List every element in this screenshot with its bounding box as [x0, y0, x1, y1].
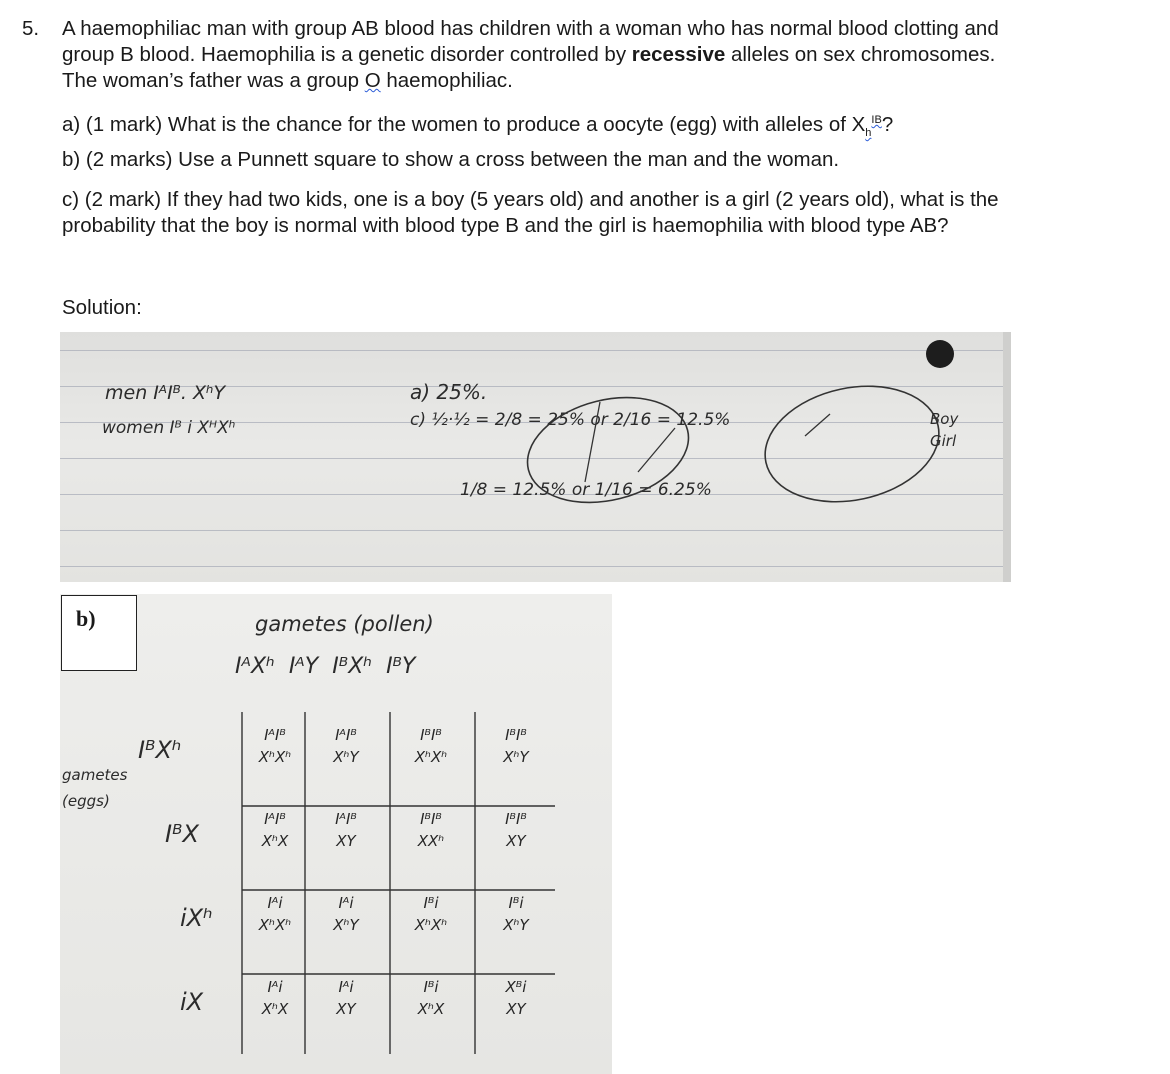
punnett-cell: [245, 724, 305, 768]
punnett-row-label: IᴮXʰ: [138, 736, 182, 764]
question-number: 5.: [22, 17, 40, 40]
punnett-row-label: IᴮX: [165, 820, 199, 848]
part-b-question: b) (2 marks) Use a Punnett square to show a cross between the man and the woman.: [62, 148, 840, 171]
part-b-label-box: b): [61, 595, 137, 671]
punnett-cell: [390, 976, 472, 1020]
punnett-cell-sex: XY: [336, 1000, 356, 1018]
intro-line-1: A haemophiliac man with group AB blood has children with a woman who has normal blood clotting and: [62, 17, 999, 40]
punnett-cell-sex: XʰY: [503, 748, 529, 766]
punnett-header: gametes (pollen): [255, 612, 434, 636]
punnett-cell: [475, 892, 557, 936]
punnett-cell-abo: Iᴮi: [423, 894, 439, 912]
punnett-side-label: gametes (eggs): [62, 766, 128, 810]
punnett-cell: [390, 724, 472, 768]
punnett-cell: [475, 976, 557, 1020]
punnett-cell-abo: Iᴬi: [338, 894, 354, 912]
punnett-cell-abo: IᴮIᴮ: [505, 726, 527, 744]
punnett-cell-abo: Iᴮi: [508, 894, 524, 912]
punnett-row-label: iXʰ: [180, 904, 213, 932]
punnett-cell-abo: Iᴬi: [267, 978, 283, 996]
punnett-cell-sex: XʰXʰ: [414, 916, 448, 934]
punnett-cell-sex: XʰXʰ: [414, 748, 448, 766]
hand-label-girl: Girl: [930, 432, 957, 450]
punnett-cell-sex: XʰY: [503, 916, 529, 934]
punnett-cell-abo: Iᴮi: [423, 978, 439, 996]
punnett-cell-sex: XʰX: [417, 1000, 445, 1018]
punnett-cell-abo: IᴬIᴮ: [335, 810, 357, 828]
punnett-cell: [245, 976, 305, 1020]
punnett-cell-abo: IᴬIᴮ: [264, 726, 286, 744]
punnett-cell-sex: XʰXʰ: [258, 748, 292, 766]
punnett-cell-sex: XY: [506, 832, 526, 850]
hand-answer-a: a) 25%.: [410, 380, 488, 404]
punnett-cell-sex: XY: [336, 832, 356, 850]
punnett-cell: [305, 724, 387, 768]
hand-women-genotype: women Iᴮ i XᴴXʰ: [102, 418, 236, 438]
punnett-cell-abo: IᴮIᴮ: [420, 726, 442, 744]
punnett-cell: [475, 724, 557, 768]
punnett-cell-sex: XʰX: [261, 1000, 289, 1018]
punnett-cell: [475, 808, 557, 852]
punnett-cell-abo: Iᴬi: [338, 978, 354, 996]
intro-line-3: The woman’s father was a group O haemophiliac.: [62, 69, 513, 92]
punnett-cell-sex: XʰY: [333, 916, 359, 934]
blood-type-o: O: [364, 69, 381, 92]
punnett-cell-abo: Iᴬi: [267, 894, 283, 912]
punnett-cell-sex: XʰX: [261, 832, 289, 850]
hand-men-genotype: men IᴬIᴮ. XʰY: [105, 382, 226, 404]
punnett-cell-abo: Xᴮi: [505, 978, 527, 996]
hand-circles: [60, 332, 1011, 582]
punnett-cell-sex: XY: [506, 1000, 526, 1018]
punnett-cell-sex: XXʰ: [417, 832, 445, 850]
punnett-cell-sex: XʰXʰ: [258, 916, 292, 934]
punnett-cell: [245, 808, 305, 852]
punnett-row-label: iX: [180, 988, 204, 1016]
punnett-cell: [305, 892, 387, 936]
hand-answer-c-line1: c) ½·½ = 2/8 = 25% or 2/16 = 12.5%: [410, 410, 731, 430]
punnett-cell-abo: IᴮIᴮ: [505, 810, 527, 828]
punnett-cell: [390, 808, 472, 852]
solution-label: Solution:: [62, 296, 142, 319]
emphasis-recessive: recessive: [631, 43, 726, 66]
punnett-cell: [305, 976, 387, 1020]
hand-label-boy: Boy: [930, 410, 959, 428]
intro-line-2: group B blood. Haemophilia is a genetic disorder controlled by recessive alleles on sex chromosomes.: [62, 43, 996, 66]
punnett-cell-abo: IᴬIᴮ: [264, 810, 286, 828]
punnett-cell-abo: IᴮIᴮ: [420, 810, 442, 828]
punnett-cell-abo: IᴬIᴮ: [335, 726, 357, 744]
question-intro: [62, 16, 999, 94]
punnett-cell: [305, 808, 387, 852]
punnett-cell: [245, 892, 305, 936]
punnett-cell-sex: XʰY: [333, 748, 359, 766]
punnett-column-gametes: IᴬXʰ IᴬY IᴮXʰ IᴮY: [235, 654, 416, 679]
part-a-question: a) (1 mark) What is the chance for the women to produce a oocyte (egg) with alleles of $X_h^{IB}$?: [62, 112, 894, 139]
punnett-cell: [390, 892, 472, 936]
solution-photo-punnett: [60, 594, 612, 1074]
part-c-question: c) (2 mark) If they had two kids, one is a boy (5 years old) and another is a girl (2 years old), what is the probability that the boy is normal with blood type B and the girl is haemophilia with blood type AB?: [62, 188, 999, 237]
solution-photo-notebook: [60, 332, 1011, 582]
hand-answer-c-line2: 1/8 = 12.5% or 1/16 = 6.25%: [460, 480, 712, 500]
